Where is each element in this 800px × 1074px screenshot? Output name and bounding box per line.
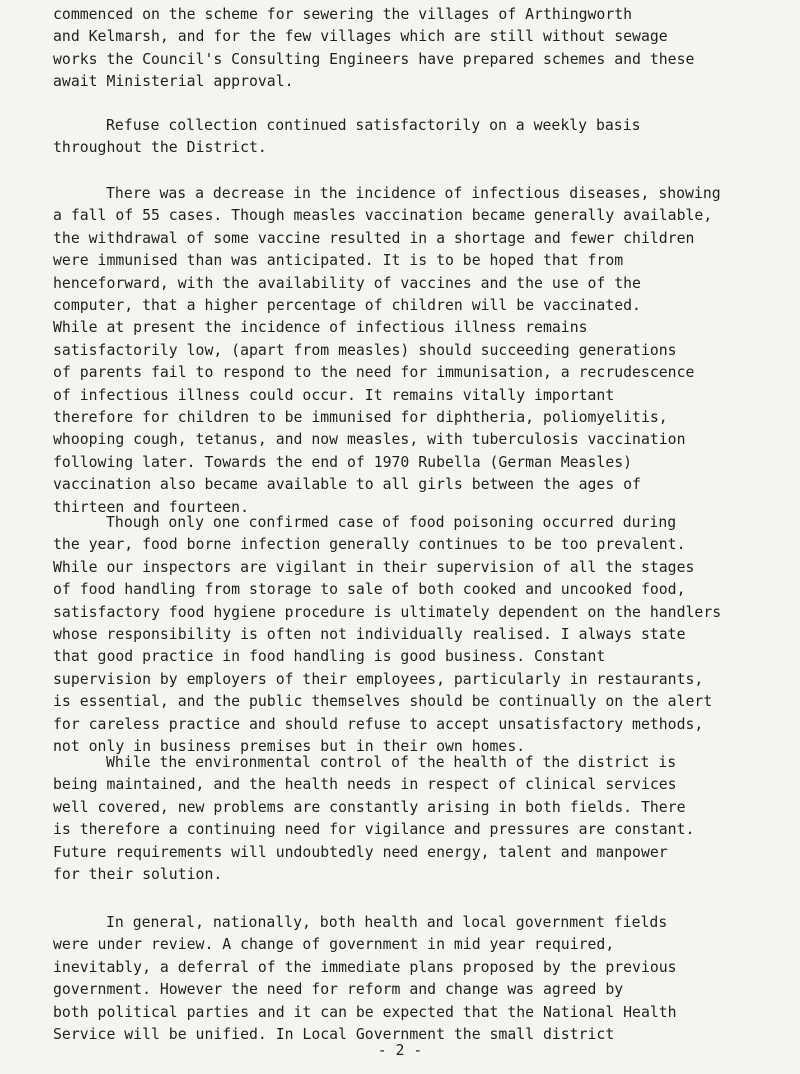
text-line: of food handling from storage to sale of both cooked and uncooked food, bbox=[53, 581, 686, 599]
text-line: await Ministerial approval. bbox=[53, 73, 294, 91]
text-line: supervision by employers of their employees, particularly in restaurants, bbox=[53, 670, 704, 688]
text-line: for their solution. bbox=[53, 866, 223, 884]
text-line: were under review. A change of government in mid year required, bbox=[53, 936, 615, 954]
text-line: is therefore a continuing need for vigilance and pressures are constant. bbox=[53, 821, 695, 839]
text-line: While our inspectors are vigilant in their supervision of all the stages bbox=[53, 558, 695, 576]
text-line: Service will be unified. In Local Government the small district bbox=[53, 1026, 615, 1044]
text-line: the year, food borne infection generally continues to be too prevalent. bbox=[53, 536, 686, 554]
paragraph-environmental-control bbox=[53, 752, 793, 886]
text-line: of infectious illness could occur. It remains vitally important bbox=[53, 386, 615, 404]
text-line: henceforward, with the availability of vaccines and the use of the bbox=[53, 274, 641, 292]
text-line: well covered, new problems are constantly arising in both fields. There bbox=[53, 798, 686, 816]
paragraph-government-review bbox=[53, 912, 793, 1046]
paragraph-sewerage-schemes bbox=[53, 4, 793, 94]
text-line: There was a decrease in the incidence of infectious diseases, showing bbox=[106, 185, 721, 202]
text-line: therefore for children to be immunised for diphtheria, poliomyelitis, bbox=[53, 409, 668, 427]
text-line: of parents fail to respond to the need for immunisation, a recrudescence bbox=[53, 364, 695, 382]
text-line: Refuse collection continued satisfactorily on a weekly basis bbox=[106, 117, 641, 134]
text-line: works the Council's Consulting Engineers have prepared schemes and these bbox=[53, 50, 695, 68]
text-line: While the environmental control of the health of the district is bbox=[106, 754, 677, 771]
text-line: following later. Towards the end of 1970 Rubella (German Measles) bbox=[53, 453, 633, 471]
text-line: that good practice in food handling is good business. Constant bbox=[53, 648, 606, 666]
text-line: whose responsibility is often not individually realised. I always state bbox=[53, 626, 686, 644]
text-line: and Kelmarsh, and for the few villages which are still without sewage bbox=[53, 28, 668, 46]
text-line: satisfactorily low, (apart from measles) should succeeding generations bbox=[53, 341, 677, 359]
text-line: While at present the incidence of infectious illness remains bbox=[53, 319, 588, 337]
text-line: In general, nationally, both health and local government fields bbox=[106, 914, 668, 931]
text-line: whooping cough, tetanus, and now measles, with tuberculosis vaccination bbox=[53, 431, 686, 449]
text-line: both political parties and it can be expected that the National Health bbox=[53, 1003, 677, 1021]
text-line: the withdrawal of some vaccine resulted in a shortage and fewer children bbox=[53, 229, 695, 247]
paragraph-refuse-collection bbox=[53, 115, 793, 160]
text-line: government. However the need for reform and change was agreed by bbox=[53, 981, 624, 999]
text-line: Future requirements will undoubtedly need energy, talent and manpower bbox=[53, 843, 668, 861]
page-number: - 2 - bbox=[377, 1042, 423, 1059]
text-line: throughout the District. bbox=[53, 139, 267, 157]
text-line: a fall of 55 cases. Though measles vaccination became generally available, bbox=[53, 207, 713, 225]
text-line: not only in business premises but in their own homes. bbox=[53, 738, 526, 756]
text-line: computer, that a higher percentage of children will be vaccinated. bbox=[53, 297, 641, 315]
paragraph-infectious-diseases bbox=[53, 183, 793, 519]
text-line: for careless practice and should refuse to accept unsatisfactory methods, bbox=[53, 715, 704, 733]
text-line: satisfactory food hygiene procedure is ultimately dependent on the handlers bbox=[53, 603, 722, 621]
text-line: Though only one confirmed case of food poisoning occurred during bbox=[106, 514, 677, 531]
text-line: being maintained, and the health needs in respect of clinical services bbox=[53, 776, 677, 794]
paragraph-food-poisoning bbox=[53, 512, 793, 758]
text-line: were immunised than was anticipated. It is to be hoped that from bbox=[53, 252, 624, 270]
text-line: inevitably, a deferral of the immediate plans proposed by the previous bbox=[53, 958, 677, 976]
text-line: is essential, and the public themselves should be continually on the alert bbox=[53, 693, 713, 711]
text-line: thirteen and fourteen. bbox=[53, 498, 249, 516]
text-line: vaccination also became available to all girls between the ages of bbox=[53, 476, 641, 494]
text-line: commenced on the scheme for sewering the villages of Arthingworth bbox=[53, 6, 633, 23]
